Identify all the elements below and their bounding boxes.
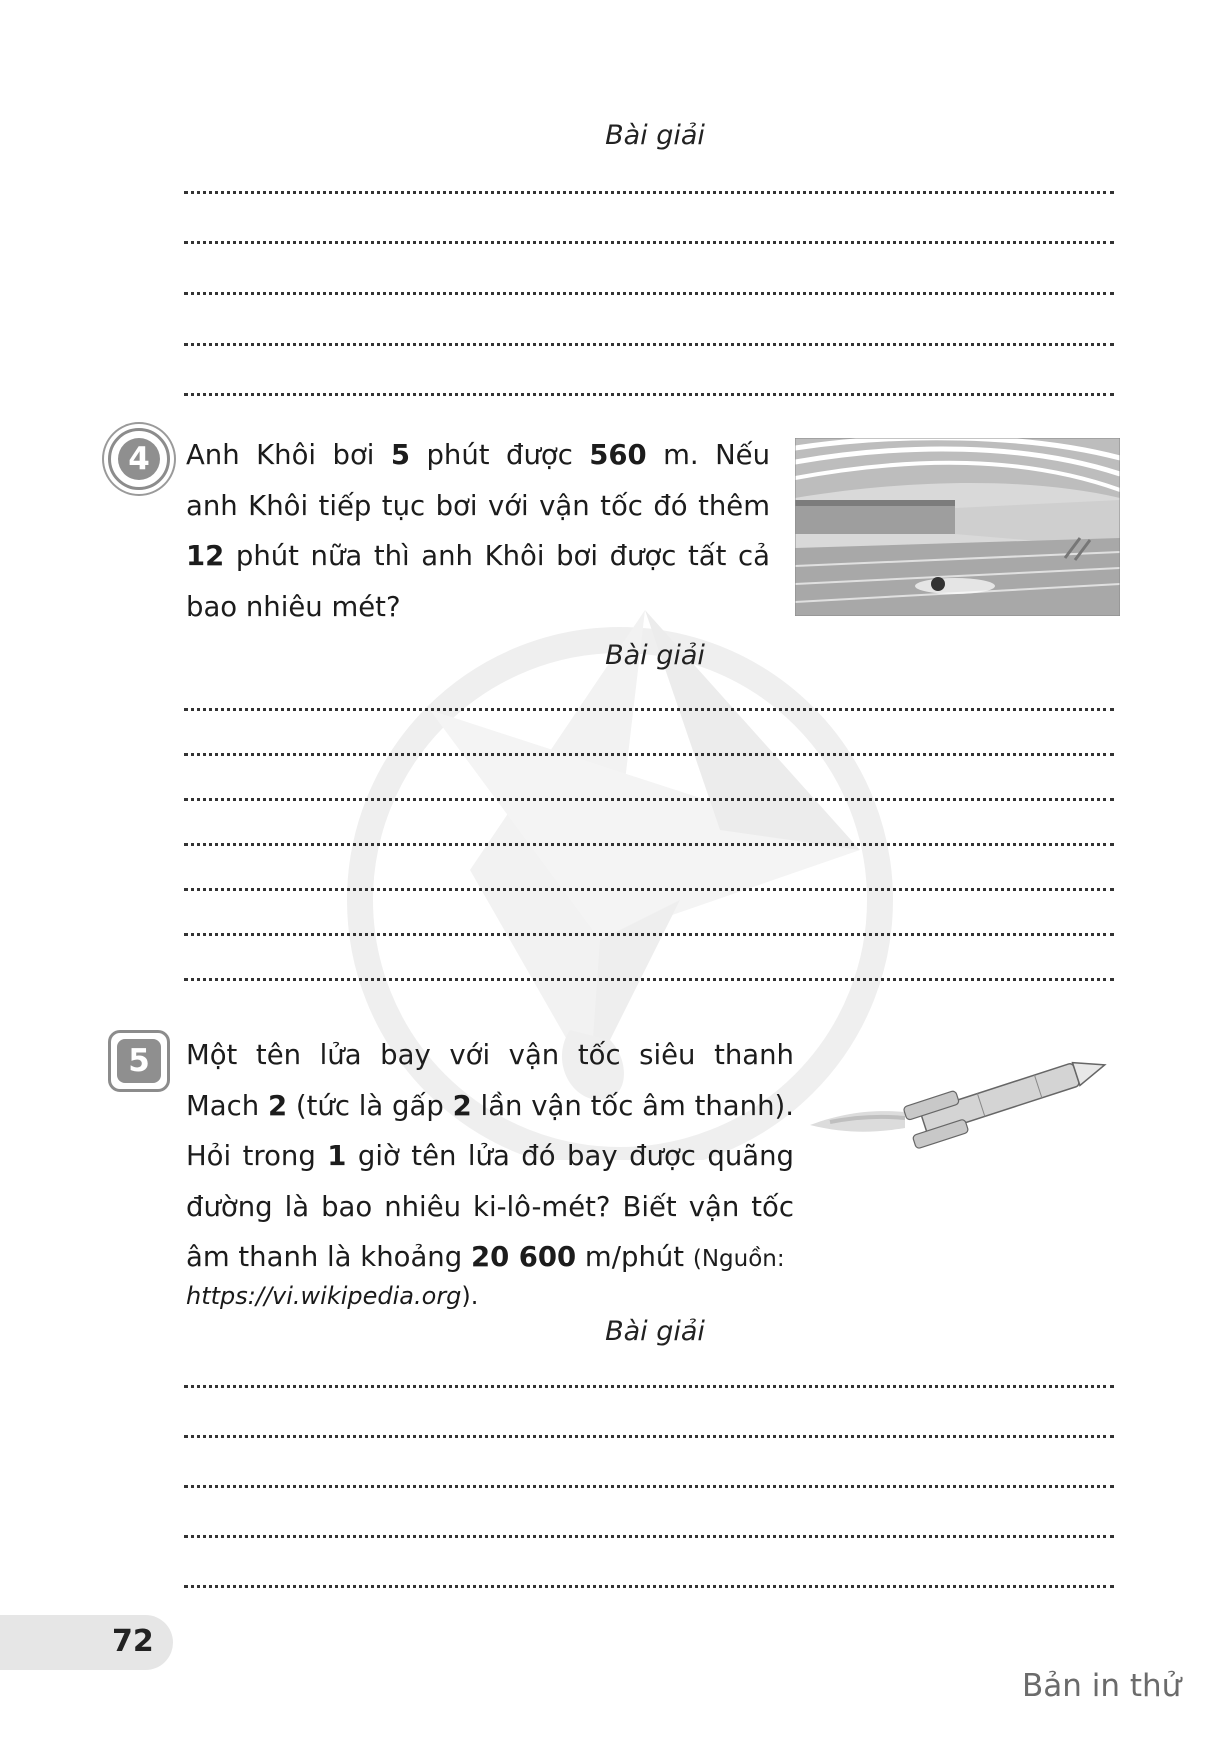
problem-4-line: bao nhiêu mét? (186, 590, 401, 623)
answer-line[interactable] (184, 343, 1114, 346)
answer-line[interactable] (184, 888, 1114, 891)
answer-line[interactable] (184, 843, 1114, 846)
problem-4-badge (108, 428, 170, 490)
problem-5-text (186, 1030, 794, 1285)
answer-line[interactable] (184, 191, 1114, 194)
problem-4-text (186, 430, 770, 632)
rocket-illustration (810, 1040, 1110, 1150)
answer-line[interactable] (184, 393, 1114, 396)
answer-line[interactable] (184, 1485, 1114, 1488)
source-label: (Nguồn: (692, 1246, 785, 1272)
answer-line[interactable] (184, 708, 1114, 711)
answer-line[interactable] (184, 978, 1114, 981)
swimming-pool-illustration (795, 438, 1120, 616)
problem-5-line: đường là bao nhiêu ki-lô-mét? Biết vận tốc (186, 1190, 794, 1223)
problem-4-line: 12 phút nữa thì anh Khôi bơi được tất cả (186, 540, 770, 572)
answer-line[interactable] (184, 1385, 1114, 1388)
problem-5-line-source (186, 1232, 794, 1285)
problem-5-line: Mach 2 (tức là gấp 2 lần vận tốc âm thanh). (186, 1089, 794, 1122)
answer-line[interactable] (184, 241, 1114, 244)
problem-4-number: 4 (118, 438, 160, 480)
answer-line[interactable] (184, 292, 1114, 295)
problem-4-line: anh Khôi tiếp tục bơi với vận tốc đó thêm (186, 489, 770, 522)
answer-line[interactable] (184, 798, 1114, 801)
source-end: ). (461, 1282, 479, 1310)
answer-line[interactable] (184, 933, 1114, 936)
problem-5-number: 5 (117, 1039, 161, 1083)
problem-5-line: Hỏi trong 1 giờ tên lửa đó bay được quãng (186, 1140, 794, 1172)
problem-5-last-sentence: âm thanh là khoảng 20 600 m/phút (186, 1241, 685, 1273)
solution-heading-4: Bài giải (605, 640, 705, 671)
solution-heading-5: Bài giải (605, 1316, 705, 1347)
source-citation (186, 1282, 478, 1310)
problem-4-line: Anh Khôi bơi 5 phút được 560 m. Nếu (186, 439, 771, 471)
answer-line[interactable] (184, 1585, 1114, 1588)
page-number: 72 (112, 1624, 154, 1659)
answer-line[interactable] (184, 1435, 1114, 1438)
problem-5-badge (108, 1030, 170, 1092)
solution-heading-3: Bài giải (605, 120, 705, 151)
draft-stamp: Bản in thử (1022, 1668, 1182, 1704)
answer-line[interactable] (184, 1535, 1114, 1538)
answer-line[interactable] (184, 753, 1114, 756)
problem-5-line: Một tên lửa bay với vận tốc siêu thanh (186, 1039, 794, 1071)
source-url[interactable]: https://vi.wikipedia.org (186, 1282, 462, 1310)
